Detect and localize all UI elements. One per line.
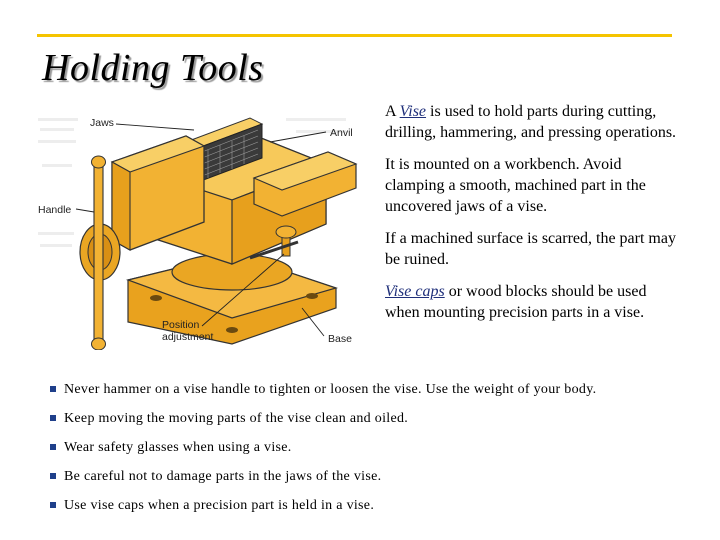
paragraph-mounting: It is mounted on a workbench. Avoid clamping a smooth, machined part in the uncovered jaws of a vise. [385,156,646,215]
bullet-text: Keep moving the moving parts of the vise clean and oiled. [64,411,409,426]
label-handle: Handle [38,204,72,216]
safety-bullet-list [50,381,700,526]
paragraph-vise-intro [385,101,685,143]
title-rule [37,34,672,37]
description-column [385,101,685,334]
bullet-square-icon [50,502,56,508]
term-vise-caps-link[interactable]: Vise caps [385,283,445,300]
term-vise-link[interactable]: Vise [399,103,427,120]
label-position-line1: Position [162,319,200,331]
p1-suffix: is used to hold parts during cutting, drilling, hammering, and pressing operations. [385,103,677,141]
slide-title: Holding Tools [42,47,264,89]
bullet-square-icon [50,386,56,392]
bullet-item [50,497,700,526]
label-position-line2: adjustment [162,331,214,343]
bullet-square-icon [50,444,56,450]
bullet-item [50,381,700,410]
bullet-text: Never hammer on a vise handle to tighten or loosen the vise. Use the weight of your body. [64,382,597,397]
label-anvil: Anvil [330,127,353,139]
bullet-text: Use vise caps when a precision part is held in a vise. [64,498,375,513]
p4-suffix: or wood blocks should be used when mounting precision parts in a vise. [385,283,647,321]
bullet-square-icon [50,473,56,479]
paragraph-scarred: If a machined surface is scarred, the part may be ruined. [385,230,676,268]
bullet-item [50,439,700,468]
bullet-square-icon [50,415,56,421]
label-jaws: Jaws [90,117,114,129]
p1-prefix: A [385,103,400,120]
bullet-item [50,468,700,497]
bench-vise-diagram [36,112,358,350]
paragraph-vise-caps [385,281,685,323]
bullet-text: Wear safety glasses when using a vise. [64,440,292,455]
bullet-item [50,410,700,439]
label-base: Base [328,333,352,345]
bullet-text: Be careful not to damage parts in the jaws of the vise. [64,469,382,484]
